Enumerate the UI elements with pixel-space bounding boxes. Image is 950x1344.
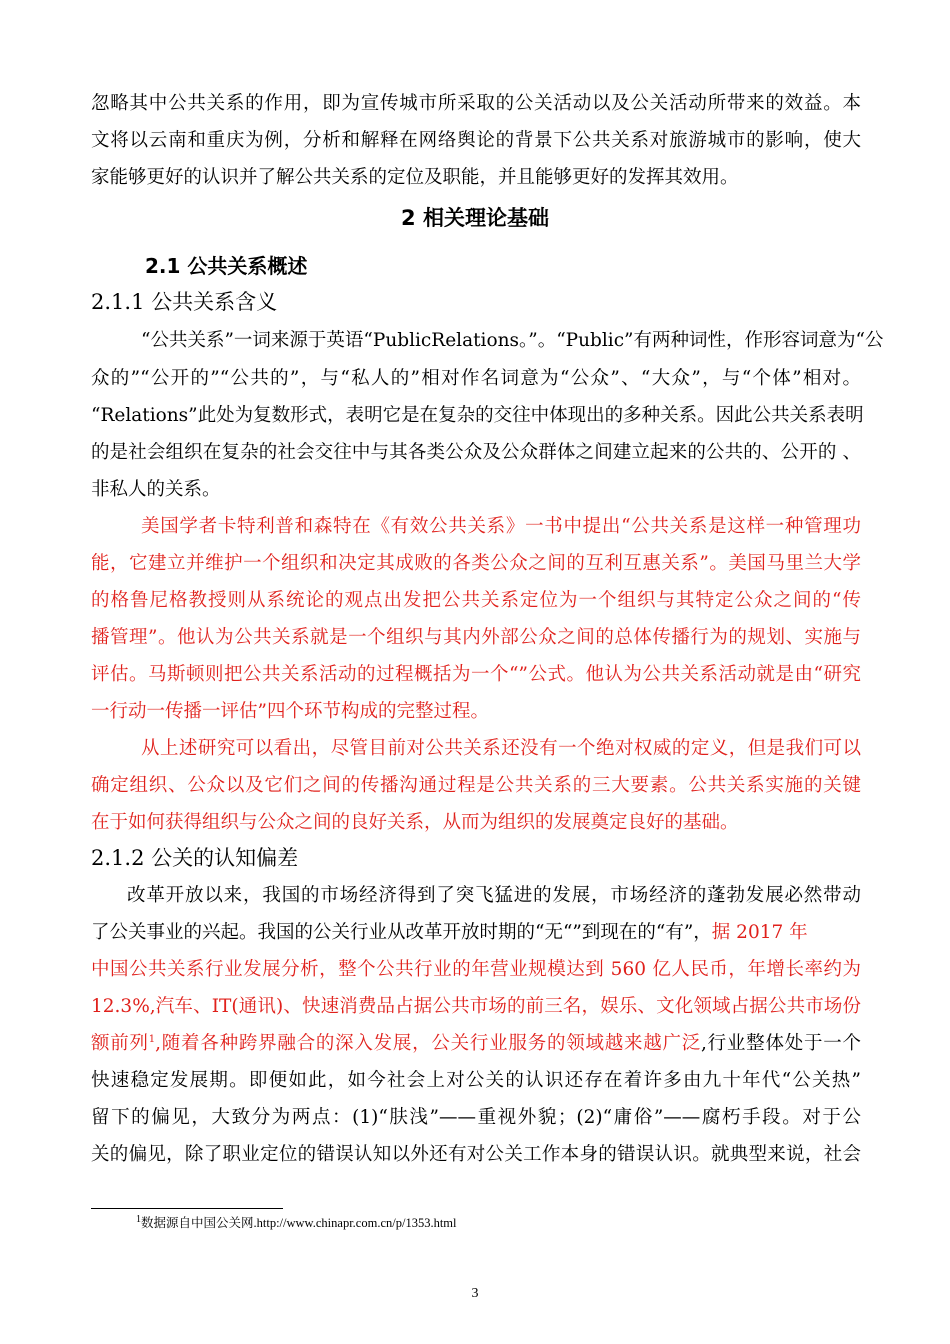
- paragraph-line: 快速稳定发展期。即便如此，如今社会上对公关的认识还存在着许多由九十年代“公关热”: [91, 1070, 861, 1091]
- paragraph-line: 从上述研究可以看出，尽管目前对公共关系还没有一个绝对权威的定义，但是我们可以: [141, 738, 861, 759]
- paragraph-text: ,行业整体处于一个: [701, 1033, 861, 1054]
- footnote-text[interactable]: 数据源自中国公关网.http://www.chinapr.com.cn/p/1353.html: [141, 1216, 457, 1230]
- subsection-heading: 2.1.2 公关的认知偏差: [91, 846, 299, 870]
- paragraph-line: 的格鲁尼格教授则从系统论的观点出发把公共关系定位为一个组织与其特定公众之间的“传: [91, 590, 861, 611]
- paragraph-line: [91, 921, 808, 945]
- paragraph-line: 美国学者卡特利普和森特在《有效公共关系》一书中提出“公共关系是这样一种管理功: [141, 516, 861, 537]
- paragraph-line: 忽略其中公共关系的作用，即为宣传城市所采取的公关活动以及公关活动所带来的效益。本: [91, 93, 861, 114]
- highlighted-text: ,随着各种跨界融合的深入发展，公关行业服务的领域越来越广泛: [155, 1033, 702, 1054]
- paragraph-line: 评估。马斯顿则把公共关系活动的过程概括为一个“”公式。他认为公共关系活动就是由“研究: [91, 664, 861, 685]
- paragraph-line: 12.3%,汽车、IT(通讯)、快速消费品占据公共市场的前三名，娱乐、文化领域占据公共市场份: [91, 996, 861, 1017]
- paragraph-text: 了公关事业的兴起。我国的公关行业从改革开放时期的“无“”到现在的“有”，: [91, 922, 712, 943]
- highlighted-text: 据 2017 年: [711, 922, 808, 943]
- paragraph-line: 家能够更好的认识并了解公共关系的定位及职能，并且能够更好的发挥其效用。: [91, 167, 739, 188]
- paragraph-line: 一行动一传播一评估”四个环节构成的完整过程。: [91, 701, 489, 722]
- footnote-marker[interactable]: 1: [148, 1033, 156, 1045]
- footnote-number: 1: [136, 1213, 141, 1225]
- paragraph-line: [91, 1032, 861, 1056]
- paragraph-line: 非私人的关系。: [91, 479, 221, 500]
- footnote-separator: [91, 1208, 283, 1209]
- paragraph-line: 关的偏见，除了职业定位的错误认知以外还有对公关工作本身的错误认识。就典型来说，社会: [91, 1144, 861, 1165]
- page-number: 3: [471, 1286, 479, 1301]
- footnote: [136, 1215, 457, 1231]
- paragraph-line: 在于如何获得组织与公众之间的良好关系，从而为组织的发展奠定良好的基础。: [91, 812, 739, 833]
- chapter-heading: 2 相关理论基础: [401, 206, 549, 230]
- paragraph-line: 能，它建立并维护一个组织和决定其成败的各类公众之间的互利互惠关系”。美国马里兰大学: [91, 553, 861, 574]
- paragraph-line: 确定组织、公众以及它们之间的传播沟通过程是公共关系的三大要素。公共关系实施的关键: [91, 775, 861, 796]
- paragraph-line: 众的”“公开的”“公共的”，与“私人的”相对作名词意为“公众”、“大众”，与“个体”相对。: [91, 368, 861, 389]
- section-heading: 2.1 公共关系概述: [145, 254, 308, 278]
- paragraph-line: 文将以云南和重庆为例，分析和解释在网络舆论的背景下公共关系对旅游城市的影响，使大: [91, 130, 861, 151]
- paragraph-line: 改革开放以来，我国的市场经济得到了突飞猛进的发展，市场经济的蓬勃发展必然带动: [127, 885, 861, 906]
- paragraph-line: “公共关系”一词来源于英语“PublicRelations。”。“Public”有两种词性，作形容词意为“公: [141, 330, 884, 351]
- paragraph-line: 的是社会组织在复杂的社会交往中与其各类公众及公众群体之间建立起来的公共的、公开的 、: [91, 442, 861, 463]
- subsection-heading: 2.1.1 公共关系含义: [91, 290, 278, 314]
- highlighted-text: 额前列: [91, 1033, 149, 1054]
- paragraph-line: 留下的偏见，大致分为两点：(1)“肤浅”——重视外貌；(2)“庸俗”——腐朽手段。对于公: [91, 1107, 861, 1128]
- paragraph-line: 中国公共关系行业发展分析，整个公共行业的年营业规模达到 560 亿人民币，年增长率约为: [91, 959, 861, 980]
- paragraph-line: “Relations”此处为复数形式，表明它是在复杂的交往中体现出的多种关系。因此公共关系表明: [91, 405, 864, 426]
- paragraph-line: 播管理”。他认为公共关系就是一个组织与其内外部公众之间的总体传播行为的规划、实施与: [91, 627, 861, 648]
